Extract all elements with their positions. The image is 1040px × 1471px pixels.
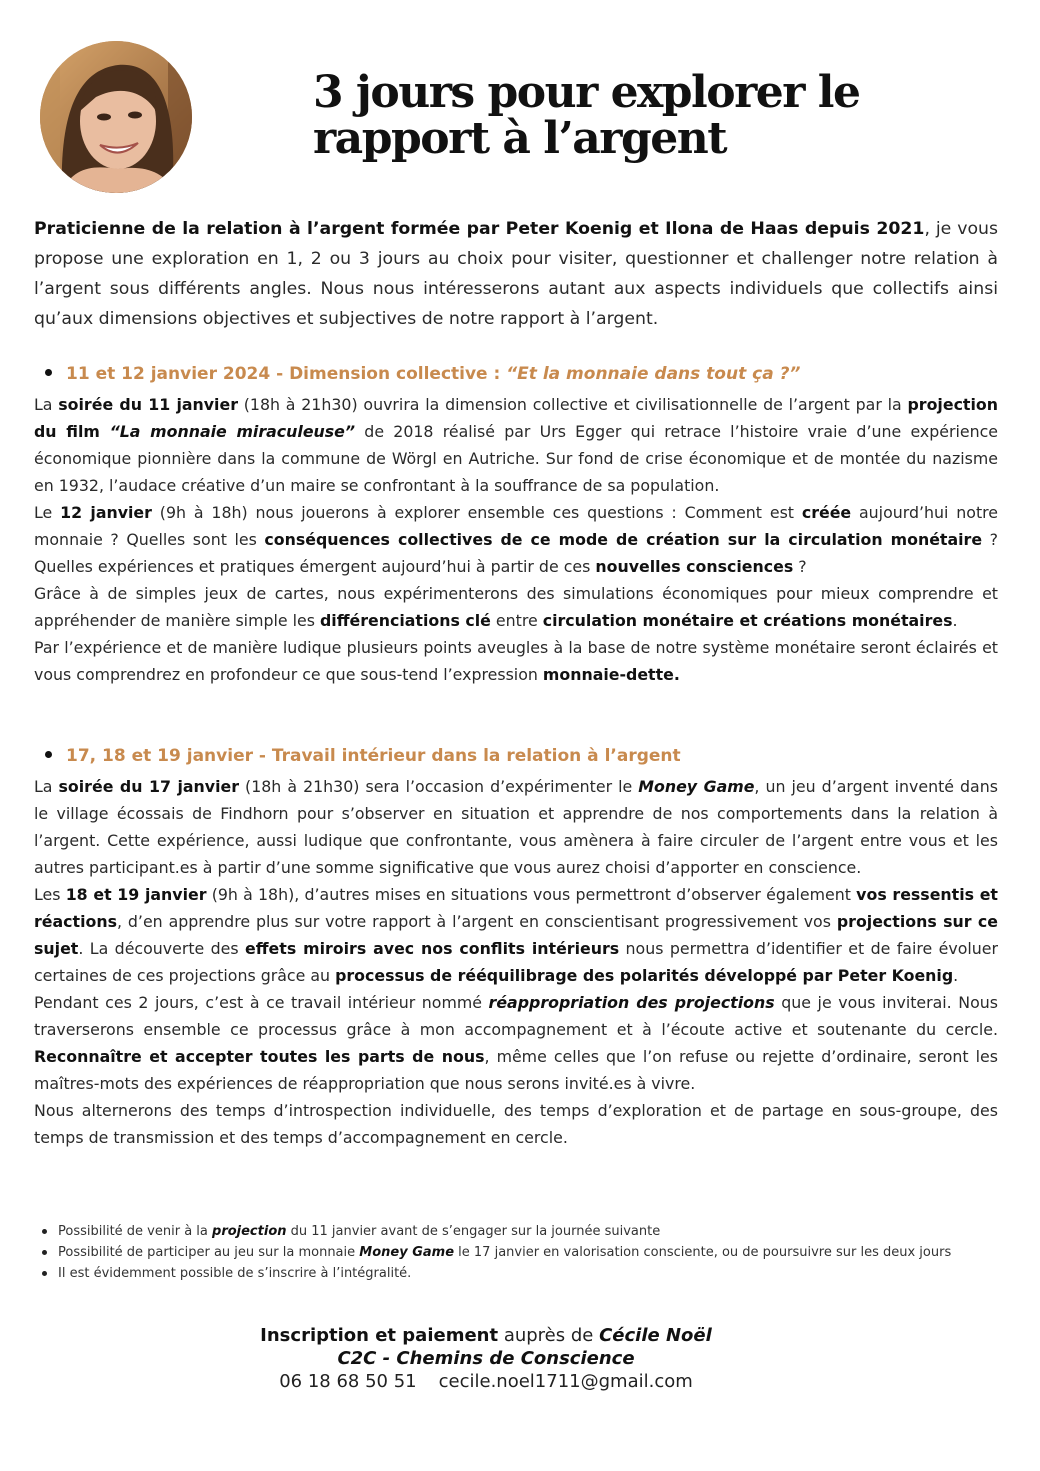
text: de 2018 réalisé par Urs Egger qui retrace l’histoire vraie d’une expérience économique pionnière dans la commune de Wörgl en Autriche. Sur fond de crise économique et de montée du nazisme en 1932, l’audace créative d’un maire se confrontant à la souffrance de sa population. xyxy=(34,422,998,495)
emphasis: créée xyxy=(801,503,852,522)
text: , d’en apprendre plus sur votre rapport à l’argent en conscientisant progressivement vos xyxy=(117,912,837,931)
text: (9h à 18h) nous jouerons à explorer ensemble ces questions : Comment est xyxy=(151,503,802,522)
section-2-body xyxy=(34,773,998,1151)
contact-line xyxy=(0,1370,972,1393)
text: La xyxy=(34,777,59,796)
film-title: “La monnaie miraculeuse” xyxy=(109,422,356,441)
emphasis: projection xyxy=(212,1224,287,1239)
emphasis: soirée du 11 janvier xyxy=(58,395,238,414)
text: Le xyxy=(34,503,61,522)
section-1-heading-prefix: 11 et 12 janvier 2024 - Dimension collective : xyxy=(66,364,507,384)
text: auprès de xyxy=(498,1325,600,1346)
emphasis: effets miroirs avec nos conflits intérieurs xyxy=(245,939,620,958)
bullet-icon xyxy=(45,751,52,758)
section-1-paragraph-2 xyxy=(34,499,998,580)
note-item xyxy=(34,1221,951,1242)
organization-line xyxy=(0,1347,972,1370)
emphasis: Reconnaître et accepter toutes les parts de nous xyxy=(34,1047,485,1066)
text: . La découverte des xyxy=(78,939,246,958)
section-1-paragraph-3 xyxy=(34,580,998,634)
text: Possibilité de participer au jeu sur la monnaie xyxy=(58,1245,360,1260)
contact-footer xyxy=(0,1324,972,1393)
text: La xyxy=(34,395,59,414)
game-title: Money Game xyxy=(638,777,755,796)
emphasis: soirée du 17 janvier xyxy=(58,777,240,796)
section-2-paragraph-1 xyxy=(34,773,998,881)
text: Grâce à de simples jeux de cartes, nous expérimenterons des simulations économiques pour mieux comprendre et appréhender de manière simple les xyxy=(34,584,998,630)
text: . xyxy=(952,611,958,630)
emphasis: monnaie-dette. xyxy=(542,665,680,684)
text: du 11 janvier avant de s’engager sur la journée suivante xyxy=(286,1224,661,1239)
text: (9h à 18h), d’autres mises en situations vous permettront d’observer également xyxy=(206,885,857,904)
emphasis: conséquences collectives de ce mode de création sur la circulation monétaire xyxy=(264,530,983,549)
section-1-heading xyxy=(45,364,800,384)
title-line-2: rapport à l’argent xyxy=(313,113,727,164)
text: , un jeu d’argent inventé dans le village écossais de Findhorn pour s’observer en situation et apprendre de nos comportements dans la relation à l’argent. Cette expérience, aussi ludique que confrontante, vous amènera à faire circuler de l’argent entre vous et les autres participant.es à partir d’une somme significative que vous aurez choisi d’apporter en conscience. xyxy=(34,777,998,877)
text: (18h à 21h30) sera l’occasion d’expérimenter le xyxy=(239,777,639,796)
note-item: Il est évidemment possible de s’inscrire à l’intégralité. xyxy=(34,1263,951,1284)
phone-number[interactable]: 06 18 68 50 51 xyxy=(279,1371,417,1392)
emphasis: Money Game xyxy=(359,1245,455,1260)
text: Les xyxy=(34,885,66,904)
bullet-icon xyxy=(45,369,52,376)
section-1-paragraph-4 xyxy=(34,634,998,688)
emphasis: nouvelles consciences xyxy=(595,557,794,576)
section-2-paragraph-4: Nous alternerons des temps d’introspection individuelle, des temps d’exploration et de partage en sous-groupe, des temps de transmission et des temps d’accompagnement en cercle. xyxy=(34,1101,998,1147)
emphasis: projection du film xyxy=(34,395,998,441)
text: (18h à 21h30) ouvrira la dimension collective et civilisationnelle de l’argent par la xyxy=(237,395,908,414)
emphasis: vos ressentis et réactions xyxy=(34,885,998,931)
emphasis: 18 et 19 janvier xyxy=(65,885,207,904)
text: ? Quelles expériences et pratiques émergent aujourd’hui à partir de ces xyxy=(34,530,999,576)
emphasis: réappropriation des projections xyxy=(488,993,775,1012)
email-link[interactable]: cecile.noel1711@gmail.com xyxy=(438,1371,693,1392)
text: nous permettra d’identifier et de faire évoluer certaines de ces projections grâce au xyxy=(34,939,998,985)
contact-name: Cécile Noël xyxy=(599,1325,712,1346)
text: , même celles que l’on refuse ou rejette d’ordinaire, seront les maîtres-mots des expériences de réappropriation que nous serons invité.es à vivre. xyxy=(34,1047,998,1093)
portrait-photo xyxy=(40,41,192,193)
organization-name: C2C - Chemins de Conscience xyxy=(337,1348,635,1369)
section-2-paragraph-2 xyxy=(34,881,998,989)
text: Par l’expérience et de manière ludique plusieurs points aveugles à la base de notre système monétaire seront éclairés et vous comprendrez en profondeur ce que sous-tend l’expression xyxy=(34,638,998,684)
text: le 17 janvier en valorisation consciente, ou de poursuivre sur les deux jours xyxy=(454,1245,952,1260)
text: ? xyxy=(793,557,807,576)
text: que je vous inviterai. Nous traverserons ensemble ce processus grâce à mon accompagnement et à l’écoute active et soutenante du cercle. xyxy=(34,993,999,1039)
text: aujourd’hui notre monnaie ? Quelles sont les xyxy=(34,503,999,549)
emphasis: circulation monétaire et créations monétaires xyxy=(542,611,953,630)
registration-label: Inscription et paiement xyxy=(260,1325,499,1346)
registration-line xyxy=(0,1324,972,1347)
text: entre xyxy=(490,611,543,630)
title-line-1: 3 jours pour explorer le xyxy=(313,67,860,118)
section-2-paragraph-3 xyxy=(34,989,998,1097)
page-title xyxy=(313,67,860,164)
portrait-illustration xyxy=(40,41,192,193)
emphasis: processus de rééquilibrage des polarités développé par Peter Koenig xyxy=(335,966,954,985)
intro-lead: Praticienne de la relation à l’argent formée par Peter Koenig et Ilona de Haas depuis 2021 xyxy=(34,219,925,239)
intro-paragraph xyxy=(34,214,998,334)
emphasis: projections sur ce sujet xyxy=(34,912,998,958)
text: . xyxy=(953,966,959,985)
text: Possibilité de venir à la xyxy=(58,1224,213,1239)
notes-list xyxy=(34,1221,951,1284)
emphasis: différenciations clé xyxy=(319,611,491,630)
emphasis: 12 janvier xyxy=(60,503,152,522)
section-2-heading xyxy=(45,746,681,766)
section-1-body xyxy=(34,391,998,688)
section-1-heading-quote: “Et la monnaie dans tout ça ?” xyxy=(506,364,801,384)
note-item xyxy=(34,1242,951,1263)
section-1-paragraph-1 xyxy=(34,391,998,499)
section-2-heading-text: 17, 18 et 19 janvier - Travail intérieur dans la relation à l’argent xyxy=(66,746,681,766)
intro-text: , je vous propose une exploration en 1, 2 ou 3 jours au choix pour visiter, questionner et challenger notre relation à l’argent sous différents angles. Nous nous intéresserons autant aux aspects individuels que collectifs ainsi qu’aux dimensions objectives et subjectives de notre rapport à l’argent. xyxy=(34,219,998,329)
text: Pendant ces 2 jours, c’est à ce travail intérieur nommé xyxy=(34,993,489,1012)
